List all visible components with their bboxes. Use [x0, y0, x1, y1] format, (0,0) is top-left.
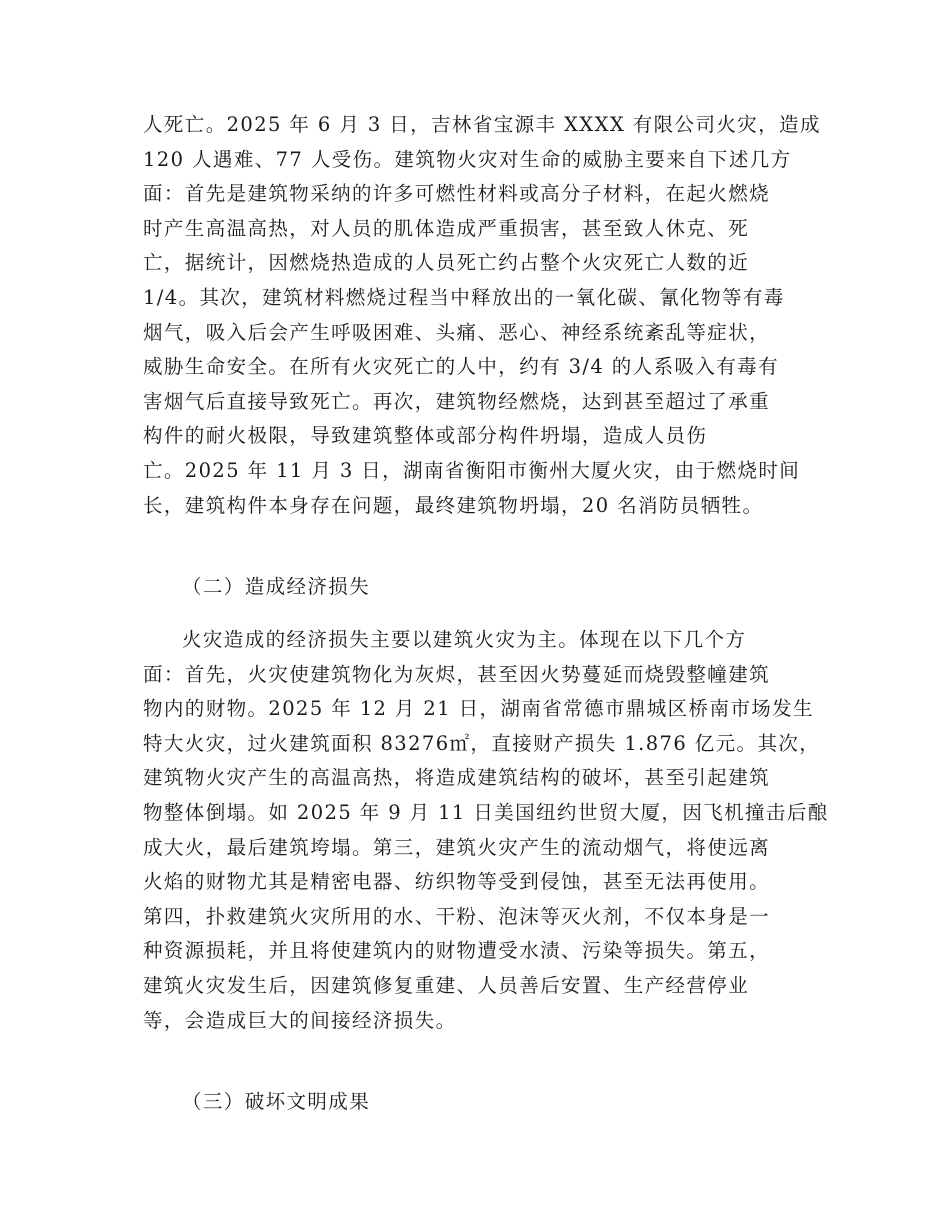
text-line: 物内的财物。2025 年 12 月 21 日，湖南省常德市鼎城区桥南市场发生: [143, 697, 814, 721]
text-line: 等，会造成巨大的间接经济损失。: [143, 1008, 457, 1032]
text-line: 亡。2025 年 11 月 3 日，湖南省衡阳市衡州大厦火灾，由于燃烧时间: [143, 458, 801, 482]
paragraph-casualties: [143, 108, 821, 523]
text-line: 建筑火灾发生后，因建筑修复重建、人员善后安置、生产经营停业: [143, 973, 750, 997]
text-line: 人死亡。2025 年 6 月 3 日，吉林省宝源丰 XXXX 有限公司火灾，造成: [143, 113, 821, 136]
text-line: 面：首先，火灾使建筑物化为灰烬，甚至因火势蔓延而烧毁整幢建筑: [143, 662, 771, 686]
text-line: 成大火，最后建筑垮塌。第三，建筑火灾产生的流动烟气，将使远离: [143, 835, 771, 859]
text-line: 120 人遇难、77 人受伤。建筑物火灾对生命的威胁主要来自下述几方: [143, 147, 792, 171]
section-heading-economic-loss: （二）造成经济损失: [182, 575, 371, 598]
text-line: 长，建筑构件本身存在问题，最终建筑物坍塌，20 名消防员牺牲。: [143, 493, 764, 517]
text-line: 构件的耐火极限，导致建筑整体或部分构件坍塌，造成人员伤: [143, 424, 708, 448]
text-line: 特大火灾，过火建筑面积 83276㎡，直接财产损失 1.876 亿元。其次，: [143, 731, 821, 755]
text-line: 第四，扑救建筑火灾所用的水、干粉、泡沫等灭火剂，不仅本身是一: [143, 904, 771, 928]
text-line: 烟气，吸入后会产生呼吸困难、头痛、恶心、神经系统紊乱等症状，: [143, 320, 771, 344]
text-line: 建筑物火灾产生的高温高热，将造成建筑结构的破坏，甚至引起建筑: [143, 766, 771, 790]
text-line: 1/4。其次，建筑材料燃烧过程当中释放出的一氧化碳、氰化物等有毒: [143, 285, 785, 309]
section-heading-civilization: （三）破坏文明成果: [182, 1090, 371, 1113]
text-line: 面：首先是建筑物采纳的许多可燃性材料或高分子材料，在起火燃烧: [143, 182, 771, 206]
paragraph-economic-loss: [143, 623, 829, 1038]
text-line: 威胁生命安全。在所有火灾死亡的人中，约有 3/4 的人系吸入有毒有: [143, 355, 779, 379]
text-line: 物整体倒塌。如 2025 年 9 月 11 日美国纽约世贸大厦，因飞机撞击后酿: [143, 800, 829, 824]
text-line: 火焰的财物尤其是精密电器、纺织物等受到侵蚀，甚至无法再使用。: [143, 870, 771, 894]
text-line: 害烟气后直接导致死亡。再次，建筑物经燃烧，达到甚至超过了承重: [143, 389, 771, 413]
text-line: 时产生高温高热，对人员的肌体造成严重损害，甚至致人休克、死: [143, 216, 750, 240]
text-line: 亡，据统计，因燃烧热造成的人员死亡约占整个火灾死亡人数的近: [143, 251, 750, 275]
text-line: 火灾造成的经济损失主要以建筑火灾为主。体现在以下几个方: [182, 628, 747, 651]
text-line: 种资源损耗，并且将使建筑内的财物遭受水渍、污染等损失。第五，: [143, 939, 771, 963]
